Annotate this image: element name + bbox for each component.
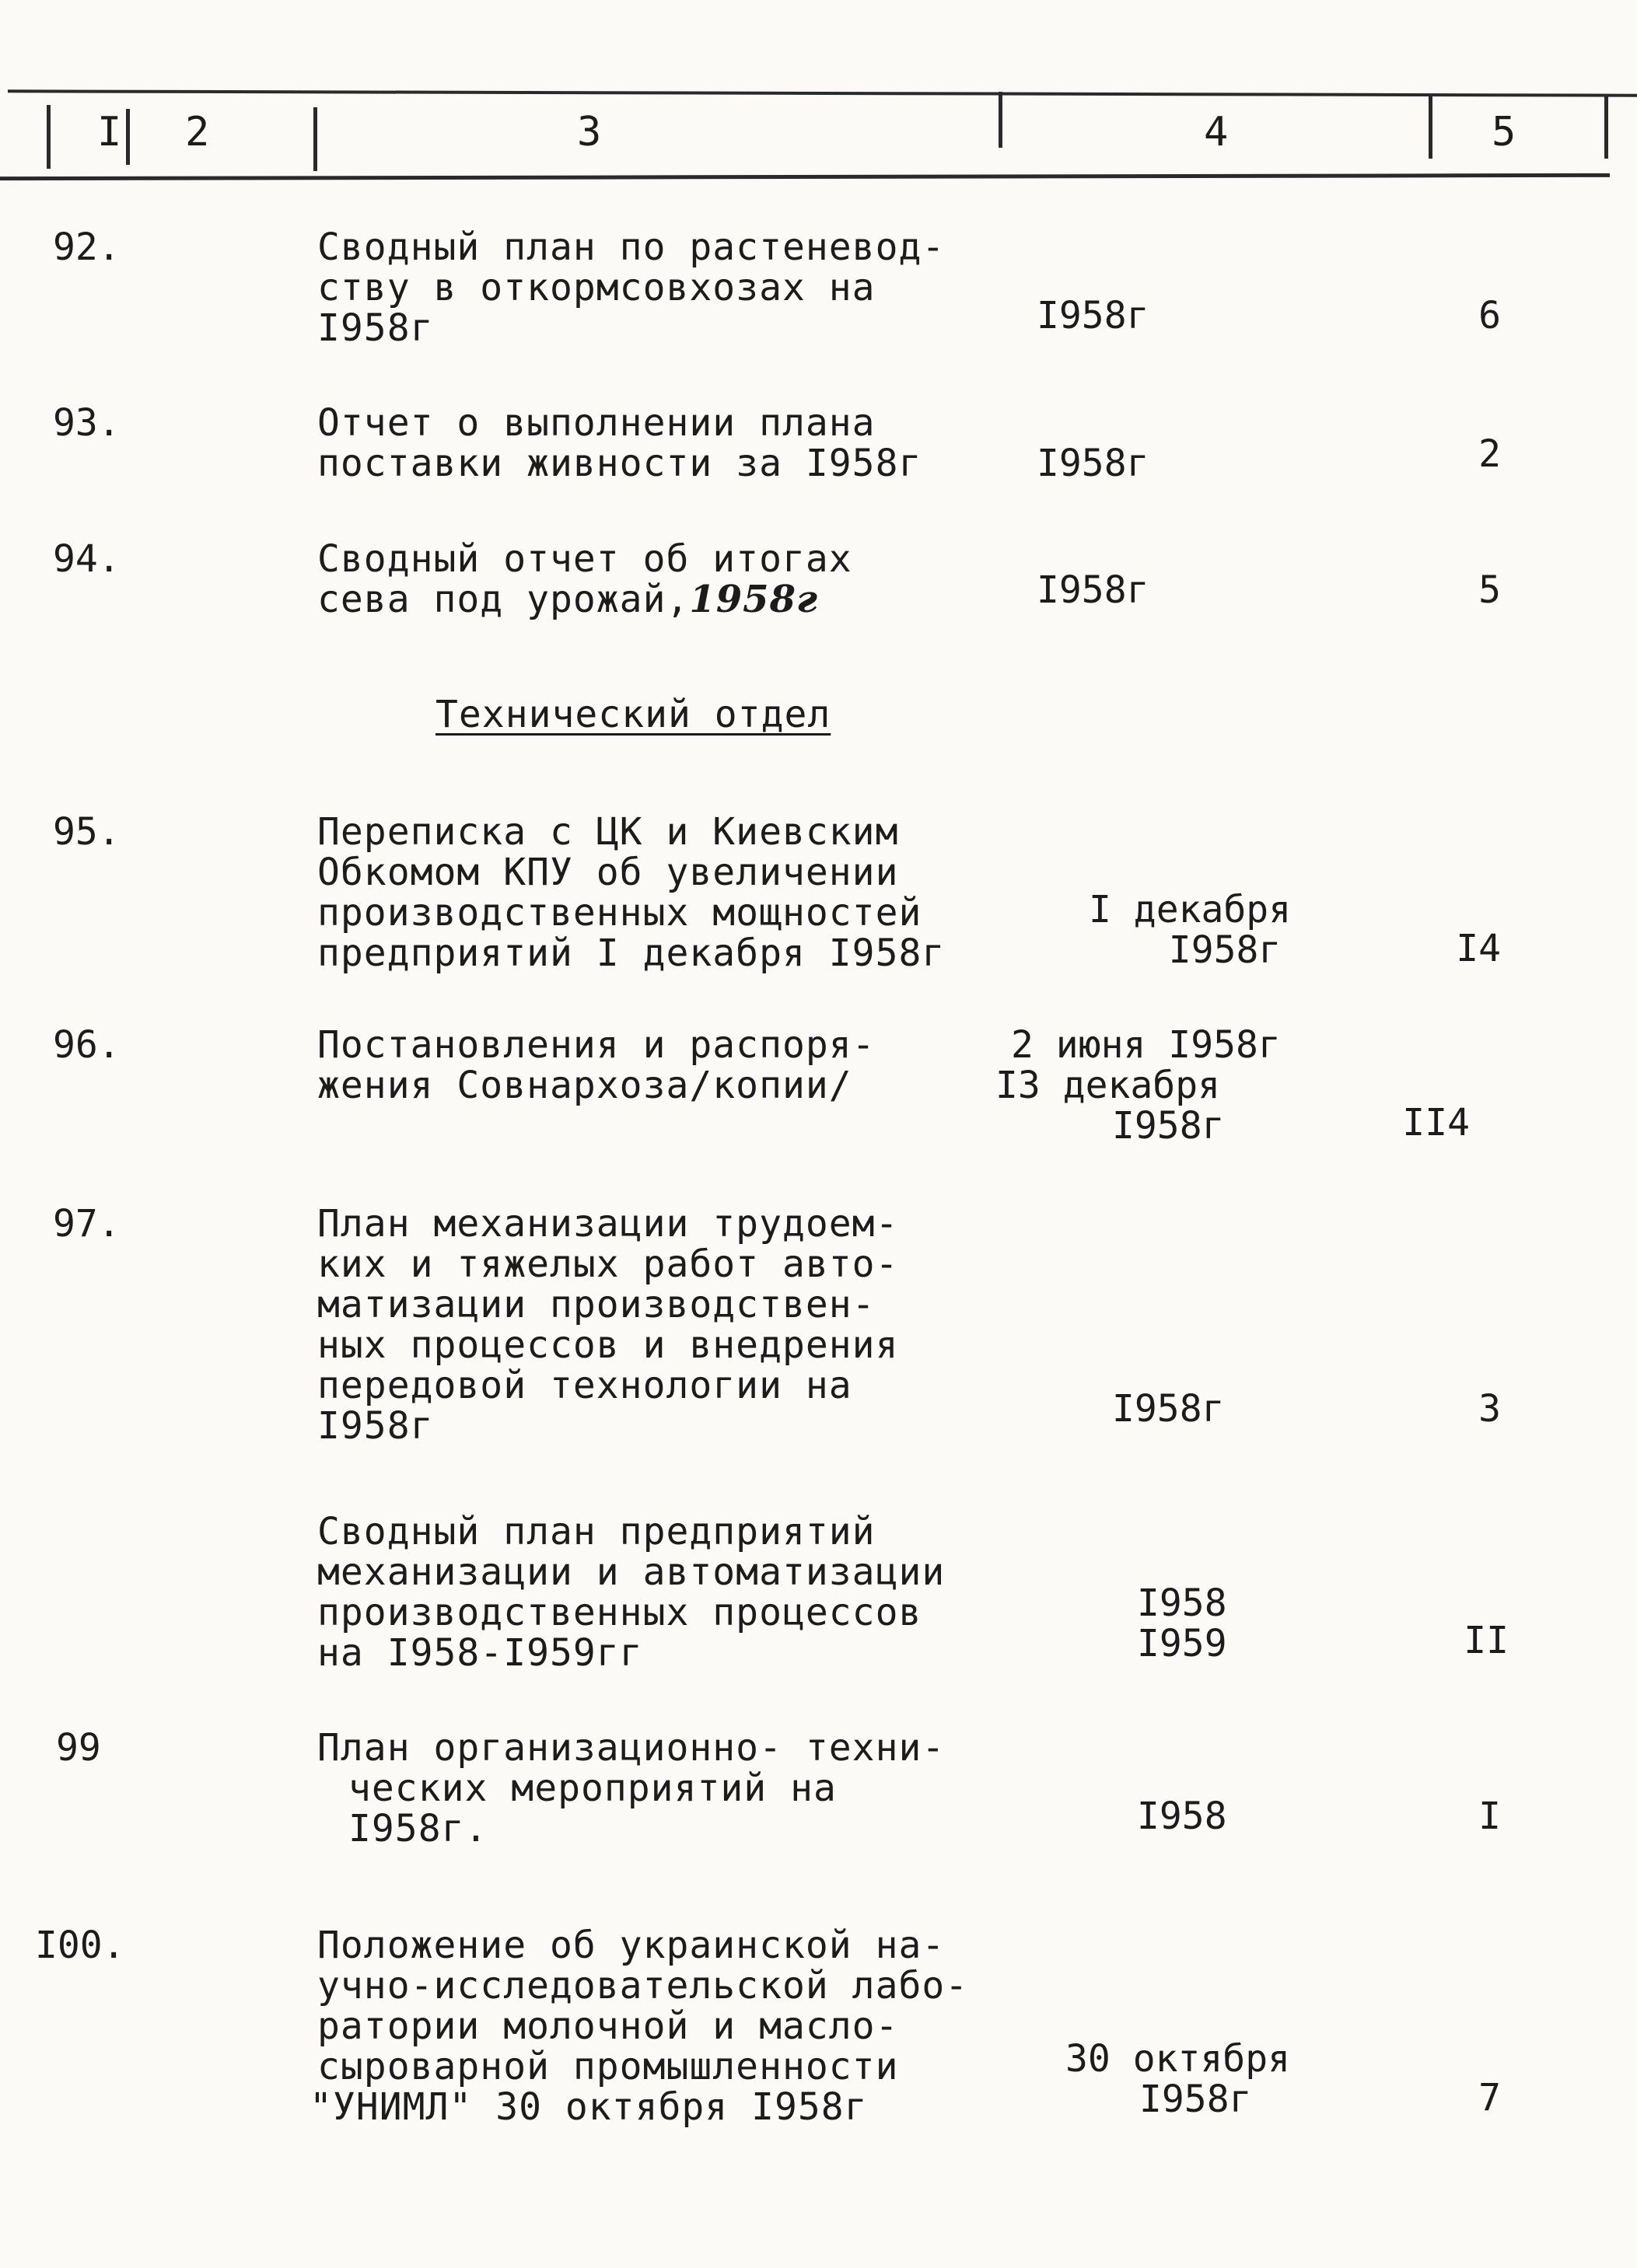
item-date-line: I958г: [1168, 928, 1282, 972]
item-date: [1089, 889, 1291, 970]
item-number: 99: [56, 1726, 101, 1770]
item-date-line: I958: [1137, 1794, 1227, 1838]
item-title: [317, 1511, 1002, 1673]
item-title-line: ратории молочной и масло-: [317, 2004, 899, 2048]
item-title: [317, 1728, 1002, 1849]
header-top-rule: [8, 89, 1637, 96]
item-title-line: Сводный план предприятий: [317, 1510, 876, 1553]
item-date-line: I958г: [1112, 1104, 1225, 1148]
header-divider: [999, 92, 1002, 148]
item-date: [1065, 2039, 1290, 2119]
item-date-line: I3 декабря: [995, 1064, 1220, 1107]
item-date-line: I958г: [1139, 2078, 1252, 2121]
item-date-line: 2 июня I958г: [1011, 1023, 1281, 1067]
item-title-line: Постановления и распоря-: [317, 1023, 876, 1067]
item-title-line: I958г: [317, 306, 434, 350]
item-number: 97.: [53, 1202, 121, 1246]
item-title: [317, 1204, 1002, 1446]
item-title: [317, 227, 1002, 348]
item-title-line: поставки живности за I958г: [317, 442, 922, 485]
column-header-1: I: [97, 109, 122, 156]
item-title-text: сева под урожай,: [317, 578, 690, 621]
item-date: [1137, 1796, 1227, 1836]
section-heading: Технический отдел: [435, 693, 831, 736]
column-header-5: 5: [1492, 109, 1516, 156]
item-number: 95.: [53, 810, 121, 854]
item-title-line: предприятий I декабря I958г: [317, 931, 946, 975]
item-title-line: сыроварной промышленности: [317, 2045, 899, 2088]
item-sheet-count: II4: [1402, 1101, 1470, 1144]
item-title-line: ных процессов и внедрения: [317, 1323, 899, 1367]
item-title-line: ких и тяжелых работ авто-: [317, 1242, 899, 1286]
item-number: 96.: [53, 1023, 121, 1067]
item-title: [317, 539, 1002, 620]
item-sheet-count: I4: [1456, 927, 1501, 970]
item-date-line: 30 октября: [1065, 2037, 1290, 2081]
item-title-line: передовой технологии на: [317, 1364, 852, 1407]
item-title-line: производственных процессов: [317, 1591, 922, 1634]
header-divider: [313, 107, 317, 171]
item-title-line: I958г.: [348, 1807, 488, 1850]
header-divider: [1604, 95, 1608, 159]
item-date: [1037, 570, 1149, 610]
item-title: [317, 1025, 1002, 1106]
item-date-line: I958г: [1037, 442, 1149, 485]
item-date-line: I958г: [1037, 568, 1149, 612]
item-sheet-count: 6: [1478, 294, 1501, 337]
item-sheet-count: II: [1464, 1619, 1509, 1662]
item-number: I00.: [35, 1924, 125, 1967]
item-date-line: I958г: [1112, 1387, 1225, 1431]
item-title-line: План механизации трудоем-: [317, 1202, 899, 1246]
item-title: [317, 403, 1002, 484]
item-date: [1112, 1389, 1225, 1429]
item-title-line: Отчет о выполнении плана: [317, 401, 876, 445]
item-date-line: I958г: [1037, 294, 1149, 337]
item-date-line: I декабря: [1089, 888, 1292, 931]
item-sheet-count: 5: [1478, 568, 1501, 612]
item-title-line: механизации и автоматизации: [317, 1550, 946, 1594]
item-title-line: учно-исследовательской лабо-: [317, 1964, 969, 2008]
item-number: 94.: [53, 537, 121, 581]
item-title-line: ческих мероприятий на: [348, 1767, 837, 1810]
item-date: [995, 1025, 1281, 1146]
item-title-line: ству в откормсовхозах на: [317, 266, 876, 309]
item-title-line: Положение об украинской на-: [317, 1924, 946, 1967]
item-title-line: [317, 579, 1002, 620]
column-header-3: 3: [577, 109, 602, 156]
item-title-line: производственных мощностей: [317, 891, 922, 935]
item-date: [1137, 1583, 1227, 1664]
header-divider: [47, 105, 51, 169]
item-number: 92.: [53, 225, 121, 269]
item-date-line: I959: [1137, 1622, 1227, 1665]
item-date-line: I958: [1137, 1581, 1227, 1625]
item-sheet-count: 3: [1478, 1387, 1501, 1431]
item-number: 93.: [53, 401, 121, 445]
item-sheet-count: 7: [1478, 2076, 1501, 2119]
item-title-line: I958г: [317, 1404, 434, 1448]
item-title-line: на I958-I959гг: [317, 1631, 643, 1675]
header-bottom-rule: [0, 173, 1610, 180]
header-divider: [1429, 95, 1432, 159]
item-title-line: Обкомом КПУ об увеличении: [317, 851, 899, 894]
column-header-2: 2: [185, 109, 210, 156]
item-title-line: "УНИМЛ" 30 октября I958г: [310, 2085, 868, 2129]
handwritten-year: 1958г: [689, 578, 818, 621]
column-header-4: 4: [1204, 109, 1229, 156]
item-title-line: Сводный отчет об итогах: [317, 537, 852, 581]
item-title-line: План организационно- техни-: [317, 1726, 946, 1770]
item-title-line: матизации производствен-: [317, 1283, 876, 1326]
header-divider: [126, 109, 130, 165]
item-title-line: жения Совнархоза/копии/: [317, 1064, 852, 1107]
item-title-line: Сводный план по растеневод-: [317, 225, 946, 269]
item-sheet-count: 2: [1478, 432, 1501, 476]
item-date: [1037, 443, 1149, 484]
item-sheet-count: I: [1478, 1794, 1501, 1838]
item-title-line: Переписка с ЦК и Киевским: [317, 810, 899, 854]
item-title: [310, 1924, 1002, 2129]
item-date: [1037, 295, 1149, 336]
item-title: [317, 812, 1002, 973]
